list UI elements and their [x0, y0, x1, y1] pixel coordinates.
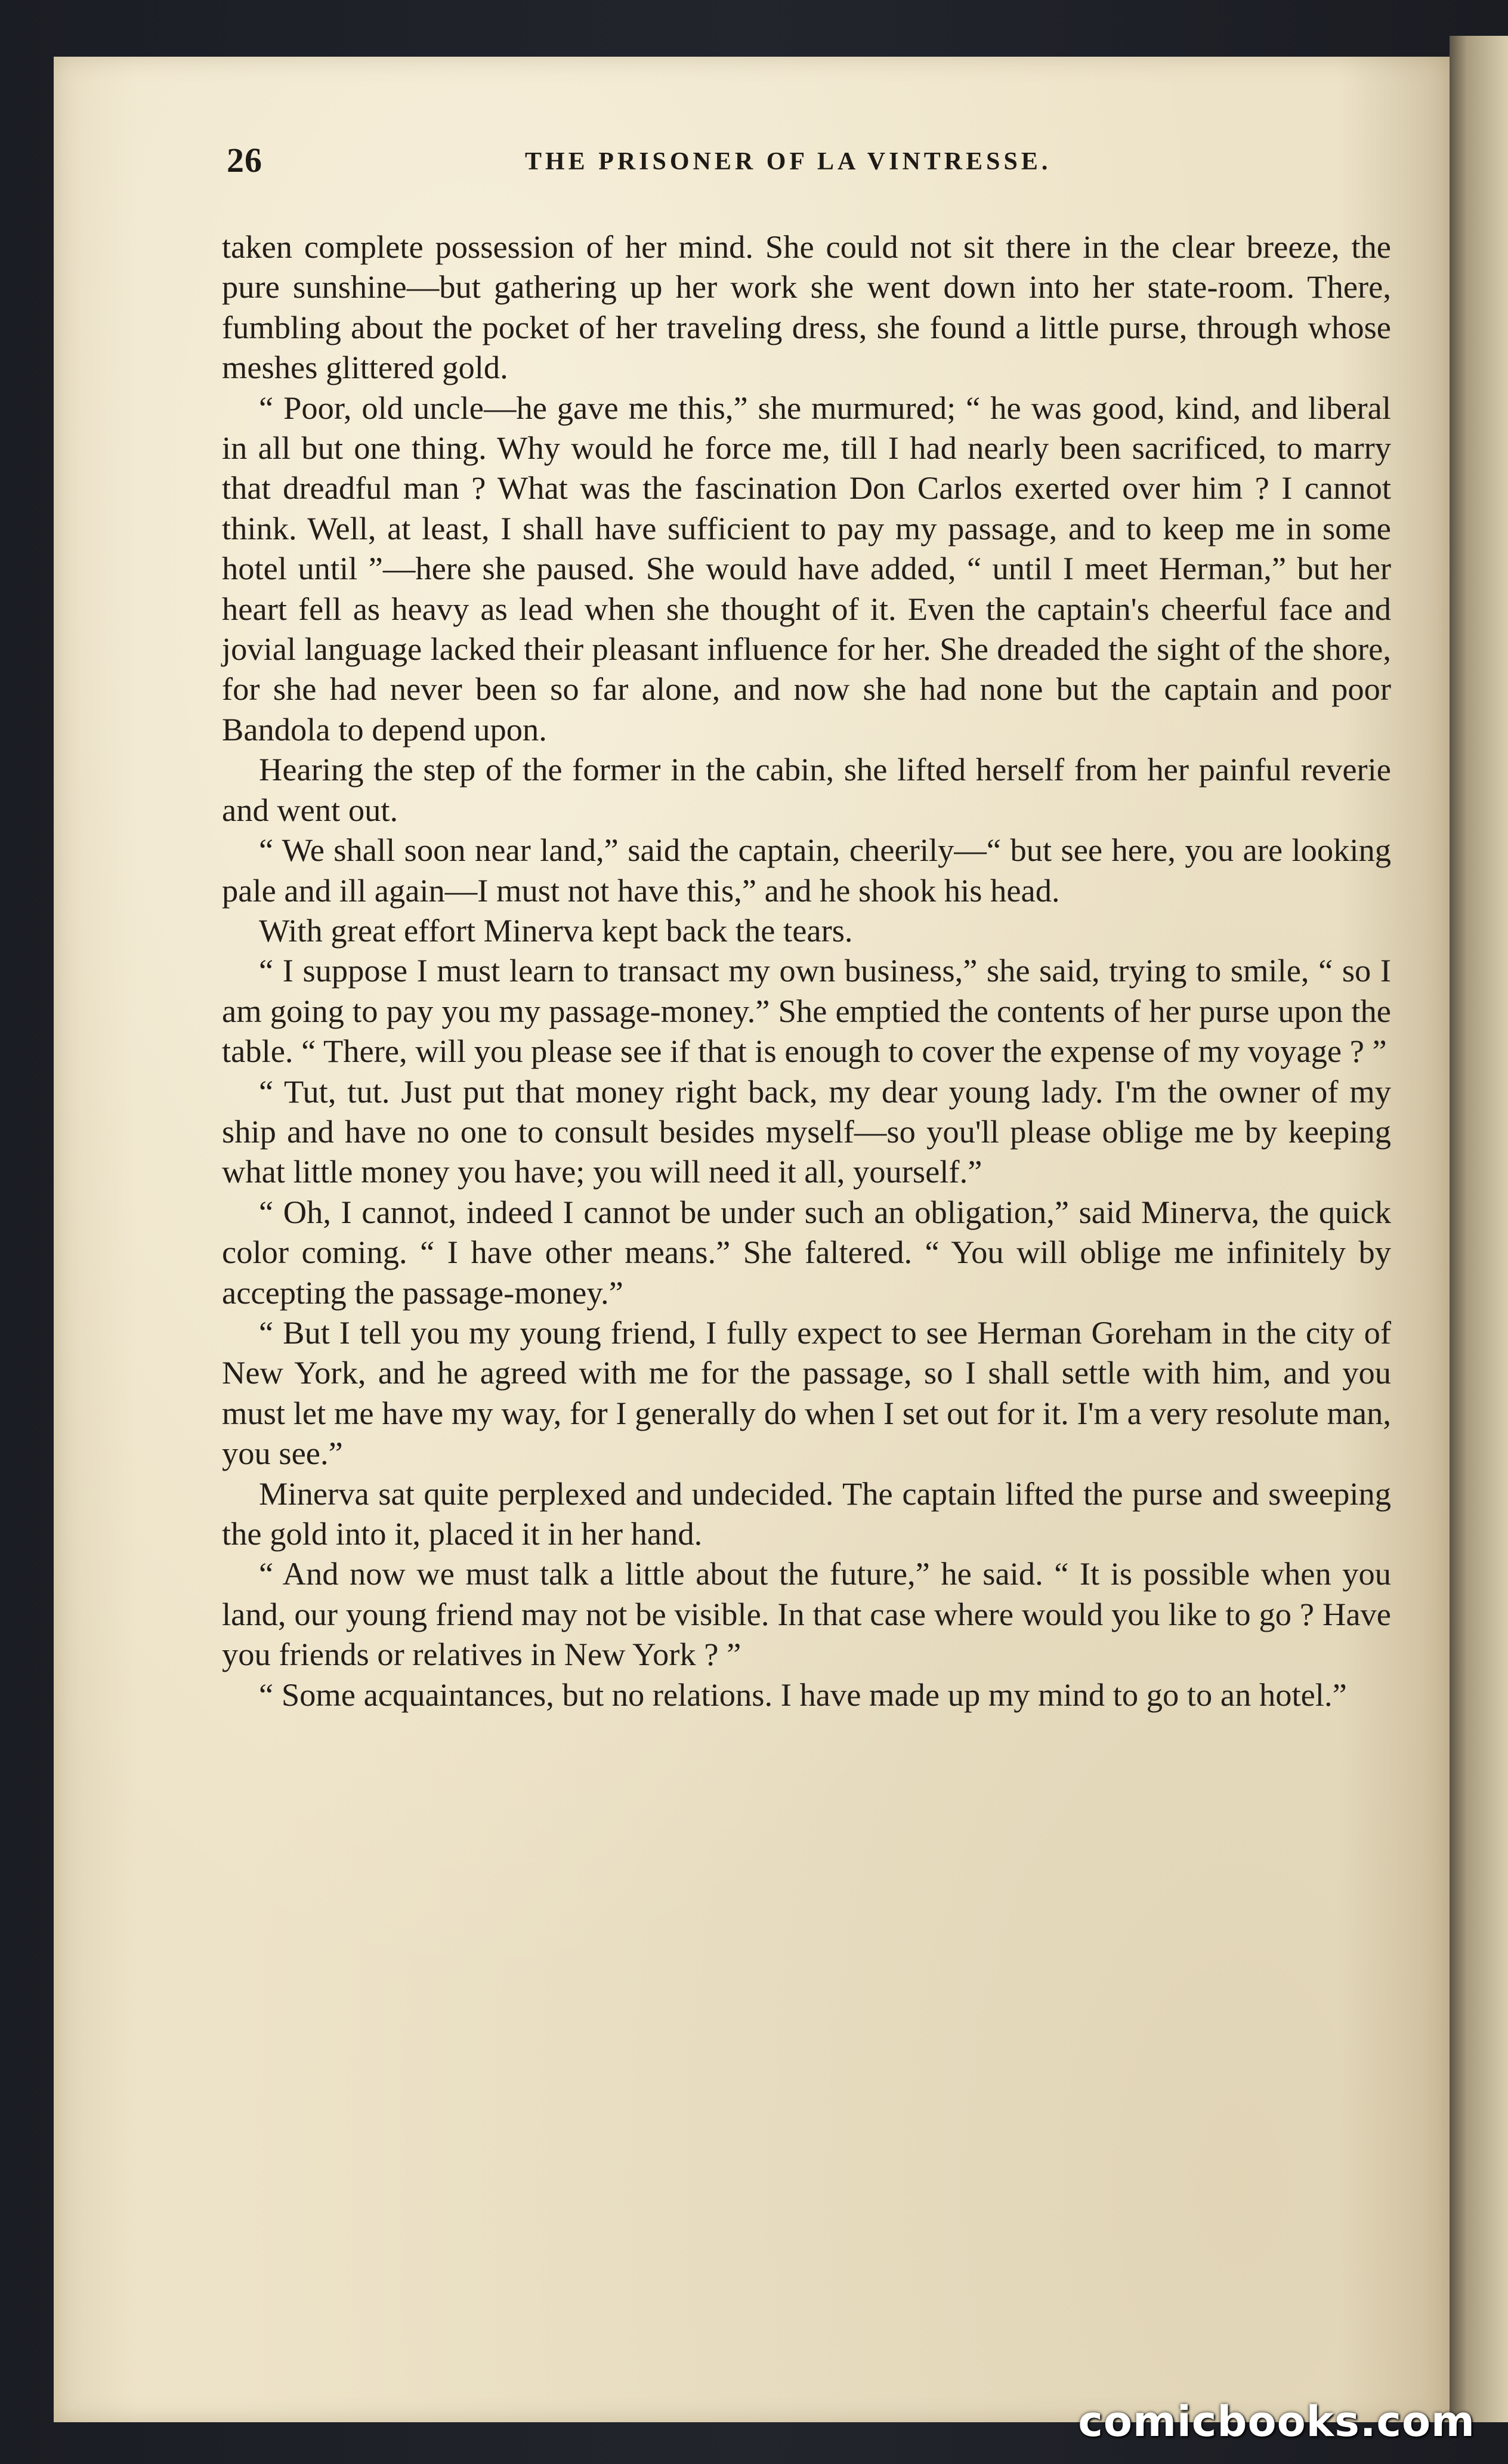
paragraph: “ Poor, old uncle—he gave me this,” she murmured; “ he was good, kind, and liberal in all but one thing. Why would he force me, till I had nearly been sacrificed, to marry that dreadful man ? What was the fascination Don Carlos exerted over him ? I cannot think. Well, at least, I shall have sufficient to pay my passage, and to keep me in some hotel until ”—here she paused. She would have added, “ until I meet Herman,” but her heart fell as heavy as lead when she thought of it. Even the captain's cheerful face and jovial language lacked their pleasant influence for her. She dreaded the sight of the shore, for she had never been so far alone, and now she had none but the captain and poor Bandola to depend upon.: [222, 389, 1391, 748]
paragraph: taken complete possession of her mind. She could not sit there in the clear breeze, the pure sunshine—but gathering up her work she went down into her state-room. There, fumbling about the pocket of her traveling dress, she found a little purse, through whose meshes glittered gold.: [222, 229, 1391, 386]
paragraph: “ But I tell you my young friend, I fully expect to see Herman Goreham in the city of New York, and he agreed with me for the passage, so I shall settle with him, and you must let me have my way, for I generally do when I set out for it. I'm a very resolute man, you see.”: [222, 1314, 1391, 1472]
paragraph: “ Oh, I cannot, indeed I cannot be under such an obligation,” said Minerva, the quick color coming. “ I have other means.” She faltered. “ You will oblige me infinitely by accepting the passage-money.”: [222, 1193, 1391, 1311]
paragraph: “ And now we must talk a little about the future,” he said. “ It is possible when you land, our young friend may not be visible. In that case where would you like to go ? Have you friends or relatives in New York ? ”: [222, 1555, 1391, 1673]
paragraph: “ I suppose I must learn to transact my own business,” she said, trying to smile, “ so I am going to pay you my passage-money.” She emptied the contents of her purse upon the table. “ There, will you please see if that is enough to cover the expense of my voyage ? ”: [222, 952, 1391, 1070]
page-header: [227, 140, 1396, 188]
paragraph: Hearing the step of the former in the cabin, she lifted herself from her painful reverie and went out.: [222, 751, 1391, 828]
running-title: THE PRISONER OF LA VINTRESSE.: [525, 148, 1052, 175]
paragraph: “ We shall soon near land,” said the captain, cheerily—“ but see here, you are looking pale and ill again—I must not have this,” and he shook his head.: [222, 832, 1391, 909]
page-body-text: [222, 227, 1391, 1715]
paragraph: “ Some acquaintances, but no relations. I have made up my mind to go to an hotel.”: [259, 1676, 1347, 1713]
site-watermark: comicbooks.com: [1078, 2397, 1475, 2446]
paragraph: Minerva sat quite perplexed and undecided. The captain lifted the purse and sweeping the gold into it, placed it in her hand.: [222, 1475, 1391, 1552]
paragraph: With great effort Minerva kept back the tears.: [259, 912, 853, 949]
paragraph: “ Tut, tut. Just put that money right back, my dear young lady. I'm the owner of my ship and have no one to consult besides myself—so you'll please oblige me by keeping what little money you have; you will need it all, yourself.”: [222, 1073, 1391, 1190]
page-number: 26: [227, 141, 262, 180]
facing-page-edge: [1450, 36, 1508, 2422]
